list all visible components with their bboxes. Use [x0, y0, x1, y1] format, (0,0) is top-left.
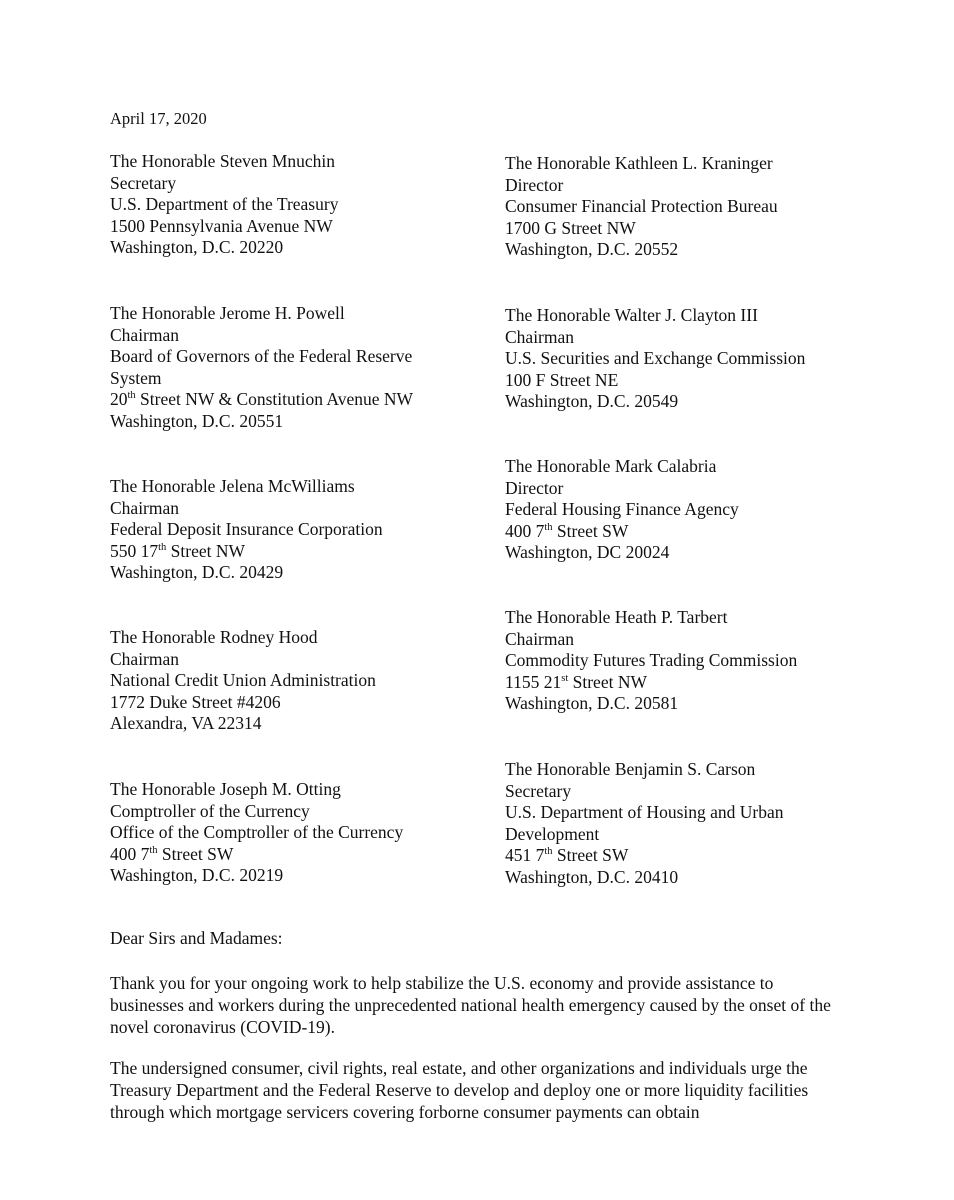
addressee-street — [505, 845, 784, 867]
addressee-block-ncua — [110, 627, 376, 735]
addressee-org: Commodity Futures Trading Commission — [505, 650, 798, 671]
addressee-org: U.S. Department of the Treasury — [110, 194, 339, 215]
addressee-title: Chairman — [505, 326, 575, 347]
addressee-street — [110, 844, 403, 866]
addressee-org-continued: Development — [505, 823, 600, 844]
addressee-title: Secretary — [110, 172, 177, 193]
addressee-street — [505, 521, 739, 543]
street-number: 550 17 — [110, 540, 159, 561]
street-name: Street NW — [166, 540, 246, 561]
addressee-name: The Honorable Jerome H. Powell — [110, 303, 345, 323]
street-number: 400 7 — [110, 843, 150, 864]
addressee-street: 1500 Pennsylvania Avenue NW — [110, 215, 333, 236]
addressee-name: The Honorable Mark Calabria — [505, 456, 717, 476]
addressee-block-fhfa — [505, 456, 739, 564]
addressee-title: Director — [505, 477, 564, 498]
addressee-org: Federal Deposit Insurance Corporation — [110, 519, 383, 540]
body-paragraph: The undersigned consumer, civil rights, real estate, and other organizations and individuals urge the Treasury Department and the Federal Reserve to develop and deploy one or more liquidity facilities through which mortgage servicers covering forborne consumer payments can obtain — [110, 1058, 809, 1122]
addressee-street: 1700 G Street NW — [505, 217, 636, 238]
letter-date: April 17, 2020 — [110, 109, 207, 128]
addressee-name: The Honorable Rodney Hood — [110, 627, 318, 647]
ordinal-suffix: st — [561, 672, 569, 684]
addressee-block-federal-reserve — [110, 303, 413, 433]
addressee-name: The Honorable Kathleen L. Kraninger — [505, 153, 773, 173]
street-name: Street NW & Constitution Avenue NW — [135, 389, 414, 410]
addressee-name: The Honorable Joseph M. Otting — [110, 779, 341, 799]
addressee-org-continued: System — [110, 367, 162, 388]
street-number: 400 7 — [505, 520, 545, 541]
addressee-city: Washington, D.C. 20551 — [110, 410, 284, 431]
addressee-city: Washington, D.C. 20220 — [110, 237, 284, 258]
addressee-city: Alexandra, VA 22314 — [110, 713, 262, 734]
addressee-block-treasury — [110, 151, 338, 259]
addressee-org: Federal Housing Finance Agency — [505, 499, 739, 520]
addressee-city: Washington, D.C. 20552 — [505, 239, 679, 260]
ordinal-suffix: th — [544, 521, 553, 533]
addressee-name: The Honorable Heath P. Tarbert — [505, 607, 728, 627]
addressee-city: Washington, D.C. 20549 — [505, 391, 679, 412]
street-number: 20 — [110, 389, 128, 410]
ordinal-suffix: th — [149, 844, 158, 856]
addressee-title: Chairman — [505, 628, 575, 649]
street-name: Street SW — [552, 845, 629, 866]
addressee-block-hud — [505, 759, 784, 889]
addressee-org: Board of Governors of the Federal Reserve — [110, 346, 413, 367]
addressee-city: Washington, DC 20024 — [505, 542, 670, 563]
addressee-street — [110, 541, 383, 563]
ordinal-suffix: th — [158, 541, 167, 553]
addressee-block-cfpb — [505, 153, 778, 261]
street-name: Street SW — [552, 520, 629, 541]
addressee-street: 100 F Street NE — [505, 369, 619, 390]
addressee-title: Comptroller of the Currency — [110, 800, 310, 821]
addressee-title: Secretary — [505, 780, 572, 801]
addressee-title: Chairman — [110, 648, 180, 669]
addressee-org: National Credit Union Administration — [110, 670, 376, 691]
street-number: 1155 21 — [505, 671, 562, 692]
street-name: Street NW — [568, 671, 647, 692]
addressee-name: The Honorable Jelena McWilliams — [110, 476, 355, 496]
ordinal-suffix: th — [127, 390, 136, 402]
addressee-title: Chairman — [110, 324, 180, 345]
addressee-name: The Honorable Walter J. Clayton III — [505, 305, 758, 325]
addressee-street — [505, 672, 797, 694]
addressee-org: Office of the Comptroller of the Currency — [110, 822, 404, 843]
addressee-street: 1772 Duke Street #4206 — [110, 691, 281, 712]
addressee-block-occ — [110, 779, 403, 887]
addressee-org: Consumer Financial Protection Bureau — [505, 196, 778, 217]
addressee-street — [110, 389, 413, 411]
addressee-block-fdic — [110, 476, 383, 584]
body-paragraph: Thank you for your ongoing work to help stabilize the U.S. economy and provide assistance to businesses and workers during the unprecedented national health emergency caused by the onset of the novel coronavirus (COVID-19). — [110, 973, 831, 1037]
addressee-org: U.S. Securities and Exchange Commission — [505, 348, 806, 369]
addressee-block-sec — [505, 305, 805, 413]
addressee-city: Washington, D.C. 20410 — [505, 866, 679, 887]
addressee-name: The Honorable Steven Mnuchin — [110, 151, 336, 171]
salutation: Dear Sirs and Madames: — [110, 928, 283, 948]
ordinal-suffix: th — [544, 846, 553, 858]
addressee-name: The Honorable Benjamin S. Carson — [505, 759, 756, 779]
addressee-city: Washington, D.C. 20581 — [505, 693, 679, 714]
addressee-city: Washington, D.C. 20219 — [110, 865, 284, 886]
addressee-org: U.S. Department of Housing and Urban — [505, 802, 784, 823]
street-name: Street SW — [157, 843, 234, 864]
addressee-city: Washington, D.C. 20429 — [110, 562, 284, 583]
street-number: 451 7 — [505, 845, 545, 866]
addressee-title: Chairman — [110, 497, 180, 518]
addressee-block-cftc — [505, 607, 797, 715]
addressee-title: Director — [505, 174, 564, 195]
